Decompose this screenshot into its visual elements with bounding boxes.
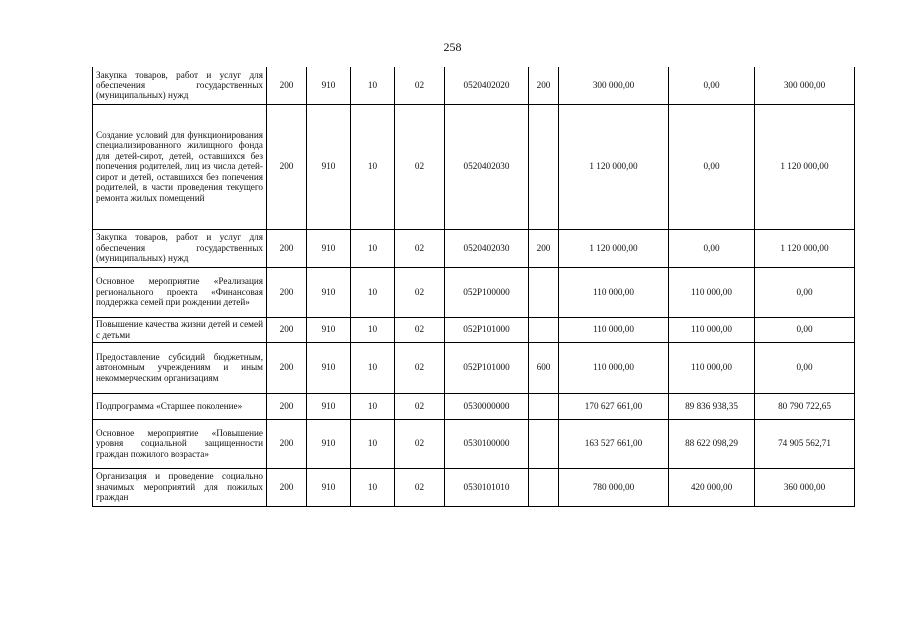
row-csr: 052P101000 (445, 342, 529, 393)
row-code2: 910 (307, 67, 351, 104)
row-vr: 200 (529, 67, 559, 104)
row-code4: 02 (395, 419, 445, 468)
row-sum1: 110 000,00 (559, 267, 669, 317)
row-name: Основное мероприятие «Повышение уровня социальной защищенности граждан пожилого возраста» (93, 419, 267, 468)
row-code1: 200 (267, 393, 307, 419)
row-code4: 02 (395, 267, 445, 317)
row-code2: 910 (307, 229, 351, 267)
row-code3: 10 (351, 267, 395, 317)
row-sum2: 0,00 (669, 104, 755, 229)
row-sum3: 0,00 (755, 267, 855, 317)
row-csr: 052P101000 (445, 317, 529, 342)
row-sum2: 110 000,00 (669, 342, 755, 393)
row-name: Закупка товаров, работ и услуг для обеспечения государственных (муниципальных) нужд (93, 229, 267, 267)
row-code2: 910 (307, 104, 351, 229)
row-csr: 0520402020 (445, 67, 529, 104)
row-code1: 200 (267, 67, 307, 104)
table-row (93, 342, 855, 393)
row-name: Основное мероприятие «Реализация регионального проекта «Финансовая поддержка семей при рождении детей» (93, 267, 267, 317)
row-sum1: 1 120 000,00 (559, 229, 669, 267)
row-code2: 910 (307, 342, 351, 393)
row-code2: 910 (307, 468, 351, 506)
row-sum1: 163 527 661,00 (559, 419, 669, 468)
row-sum2: 0,00 (669, 229, 755, 267)
row-sum2: 0,00 (669, 67, 755, 104)
row-sum3: 1 120 000,00 (755, 229, 855, 267)
table-row (93, 317, 855, 342)
row-name: Подпрограмма «Старшее поколение» (93, 393, 267, 419)
row-csr: 0530101010 (445, 468, 529, 506)
row-code4: 02 (395, 317, 445, 342)
row-sum2: 420 000,00 (669, 468, 755, 506)
budget-table (92, 67, 855, 507)
row-code2: 910 (307, 267, 351, 317)
row-vr: 600 (529, 342, 559, 393)
page-number: 258 (443, 40, 462, 54)
row-sum1: 170 627 661,00 (559, 393, 669, 419)
row-code4: 02 (395, 67, 445, 104)
row-code3: 10 (351, 342, 395, 393)
row-code1: 200 (267, 317, 307, 342)
row-code4: 02 (395, 393, 445, 419)
row-sum2: 110 000,00 (669, 267, 755, 317)
table-row (93, 229, 855, 267)
row-code2: 910 (307, 317, 351, 342)
row-code2: 910 (307, 419, 351, 468)
row-name: Закупка товаров, работ и услуг для обеспечения государственных (муниципальных) нужд (93, 67, 267, 104)
row-csr: 0520402030 (445, 229, 529, 267)
row-csr: 0530000000 (445, 393, 529, 419)
row-name: Организация и проведение социально значимых мероприятий для пожилых граждан (93, 468, 267, 506)
row-vr (529, 317, 559, 342)
row-code4: 02 (395, 468, 445, 506)
row-sum3: 1 120 000,00 (755, 104, 855, 229)
row-code1: 200 (267, 267, 307, 317)
row-sum3: 360 000,00 (755, 468, 855, 506)
row-code3: 10 (351, 393, 395, 419)
row-sum3: 300 000,00 (755, 67, 855, 104)
row-csr: 0520402030 (445, 104, 529, 229)
row-sum3: 80 790 722,65 (755, 393, 855, 419)
row-sum1: 110 000,00 (559, 317, 669, 342)
row-csr: 052P100000 (445, 267, 529, 317)
table-row (93, 104, 855, 229)
row-sum1: 110 000,00 (559, 342, 669, 393)
row-code3: 10 (351, 419, 395, 468)
row-vr: 200 (529, 229, 559, 267)
row-name: Создание условий для функционирования специализированного жилищного фонда для детей-сирот, детей, оставшихся без попечения родителей, лиц из числа детей-сирот и детей, оставшихся без попечения родителей, в части проведения текущего ремонта жилых помещений (93, 104, 267, 229)
row-sum3: 0,00 (755, 317, 855, 342)
row-code2: 910 (307, 393, 351, 419)
row-sum2: 89 836 938,35 (669, 393, 755, 419)
row-vr (529, 267, 559, 317)
table-row (93, 393, 855, 419)
row-code4: 02 (395, 342, 445, 393)
row-sum2: 88 622 098,29 (669, 419, 755, 468)
row-code3: 10 (351, 67, 395, 104)
row-code1: 200 (267, 468, 307, 506)
row-sum1: 780 000,00 (559, 468, 669, 506)
row-code4: 02 (395, 229, 445, 267)
row-csr: 0530100000 (445, 419, 529, 468)
row-sum3: 0,00 (755, 342, 855, 393)
row-sum1: 1 120 000,00 (559, 104, 669, 229)
row-sum1: 300 000,00 (559, 67, 669, 104)
table-row (93, 267, 855, 317)
row-vr (529, 468, 559, 506)
row-name: Повышение качества жизни детей и семей с детьми (93, 317, 267, 342)
row-code4: 02 (395, 104, 445, 229)
row-code3: 10 (351, 317, 395, 342)
row-code1: 200 (267, 342, 307, 393)
row-code1: 200 (267, 229, 307, 267)
row-name: Предоставление субсидий бюджетным, автономным учреждениям и иным некоммерческим организациям (93, 342, 267, 393)
row-code1: 200 (267, 104, 307, 229)
row-code1: 200 (267, 419, 307, 468)
row-vr (529, 104, 559, 229)
row-vr (529, 393, 559, 419)
table-row (93, 468, 855, 506)
row-sum2: 110 000,00 (669, 317, 755, 342)
row-vr (529, 419, 559, 468)
row-code3: 10 (351, 468, 395, 506)
row-sum3: 74 905 562,71 (755, 419, 855, 468)
row-code3: 10 (351, 104, 395, 229)
row-code3: 10 (351, 229, 395, 267)
table-row (93, 419, 855, 468)
table-row (93, 67, 855, 104)
